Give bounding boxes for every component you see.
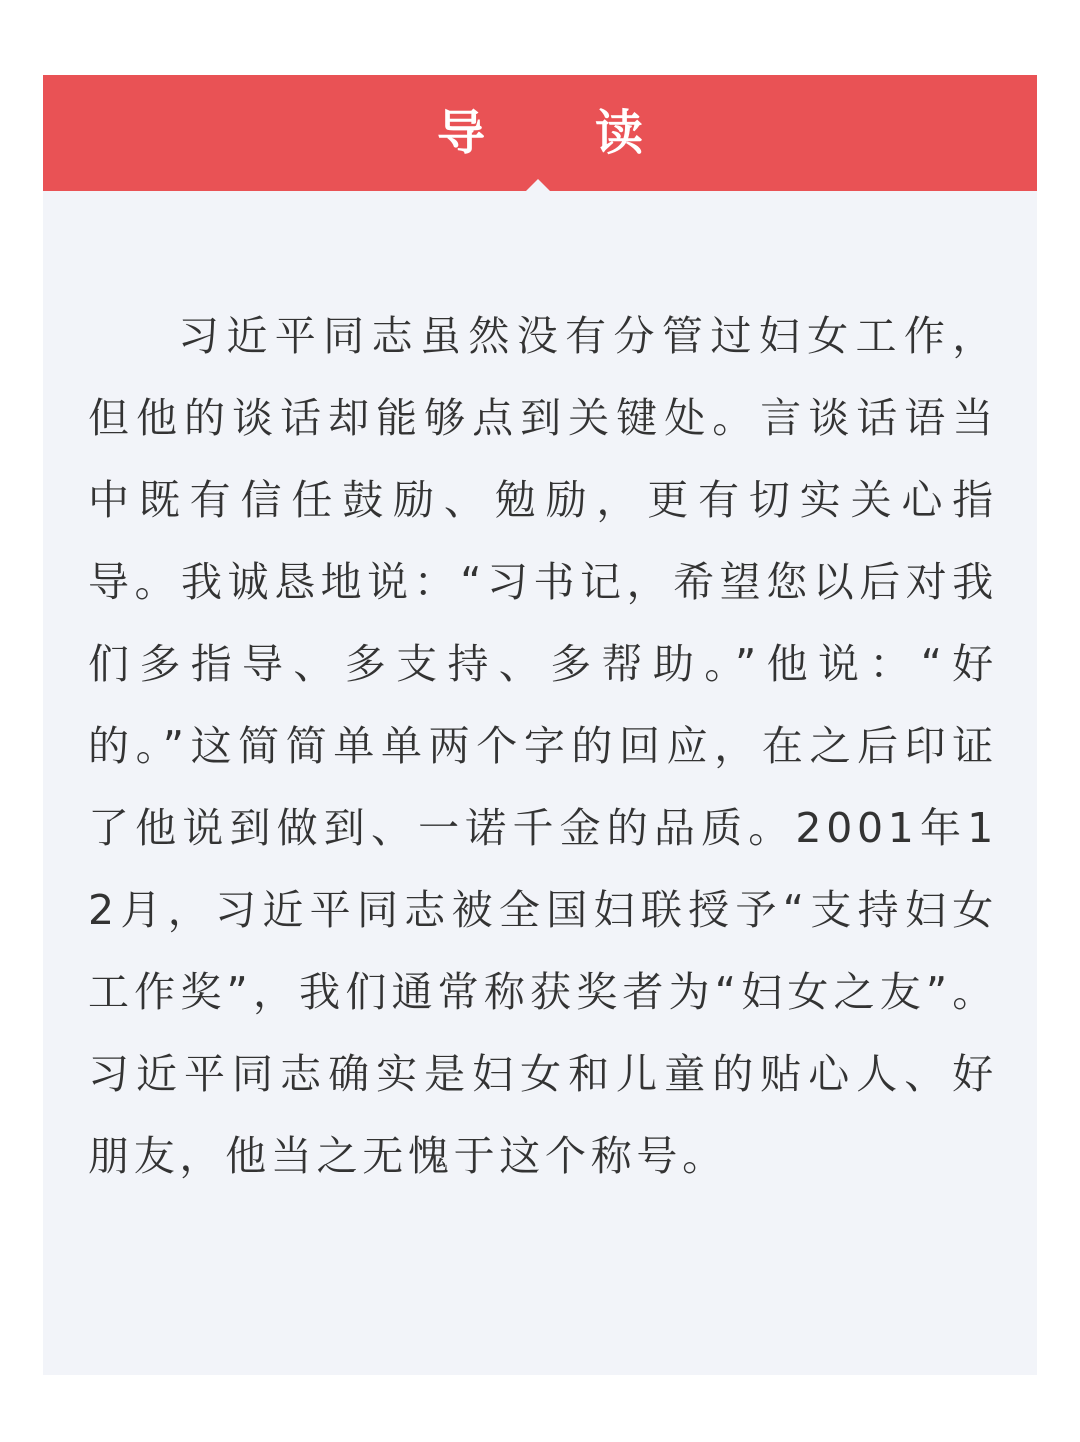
article-paragraph: 习近平同志虽然没有分管过妇女工作，但他的谈话却能够点到关键处。言谈话语当中既有信任鼓励、勉励，更有切实关心指导。我诚恳地说：“习书记，希望您以后对我们多指导、多支持、多帮助。”他说：“好的。”这简简单单两个字的回应，在之后印证了他说到做到、一诺千金的品质。2001年12月，习近平同志被全国妇联授予“支持妇女工作奖”，我们通常称获奖者为“妇女之友”。习近平同志确实是妇女和儿童的贴心人、好朋友，他当之无愧于这个称号。 [88,312,998,1180]
header-title-char-1: 导 [436,105,485,161]
header-title-char-2: 读 [595,105,644,161]
guide-header-title [43,75,1037,191]
guide-card [43,75,1037,1375]
header-pointer-notch [526,179,550,191]
guide-header-banner [43,75,1037,191]
